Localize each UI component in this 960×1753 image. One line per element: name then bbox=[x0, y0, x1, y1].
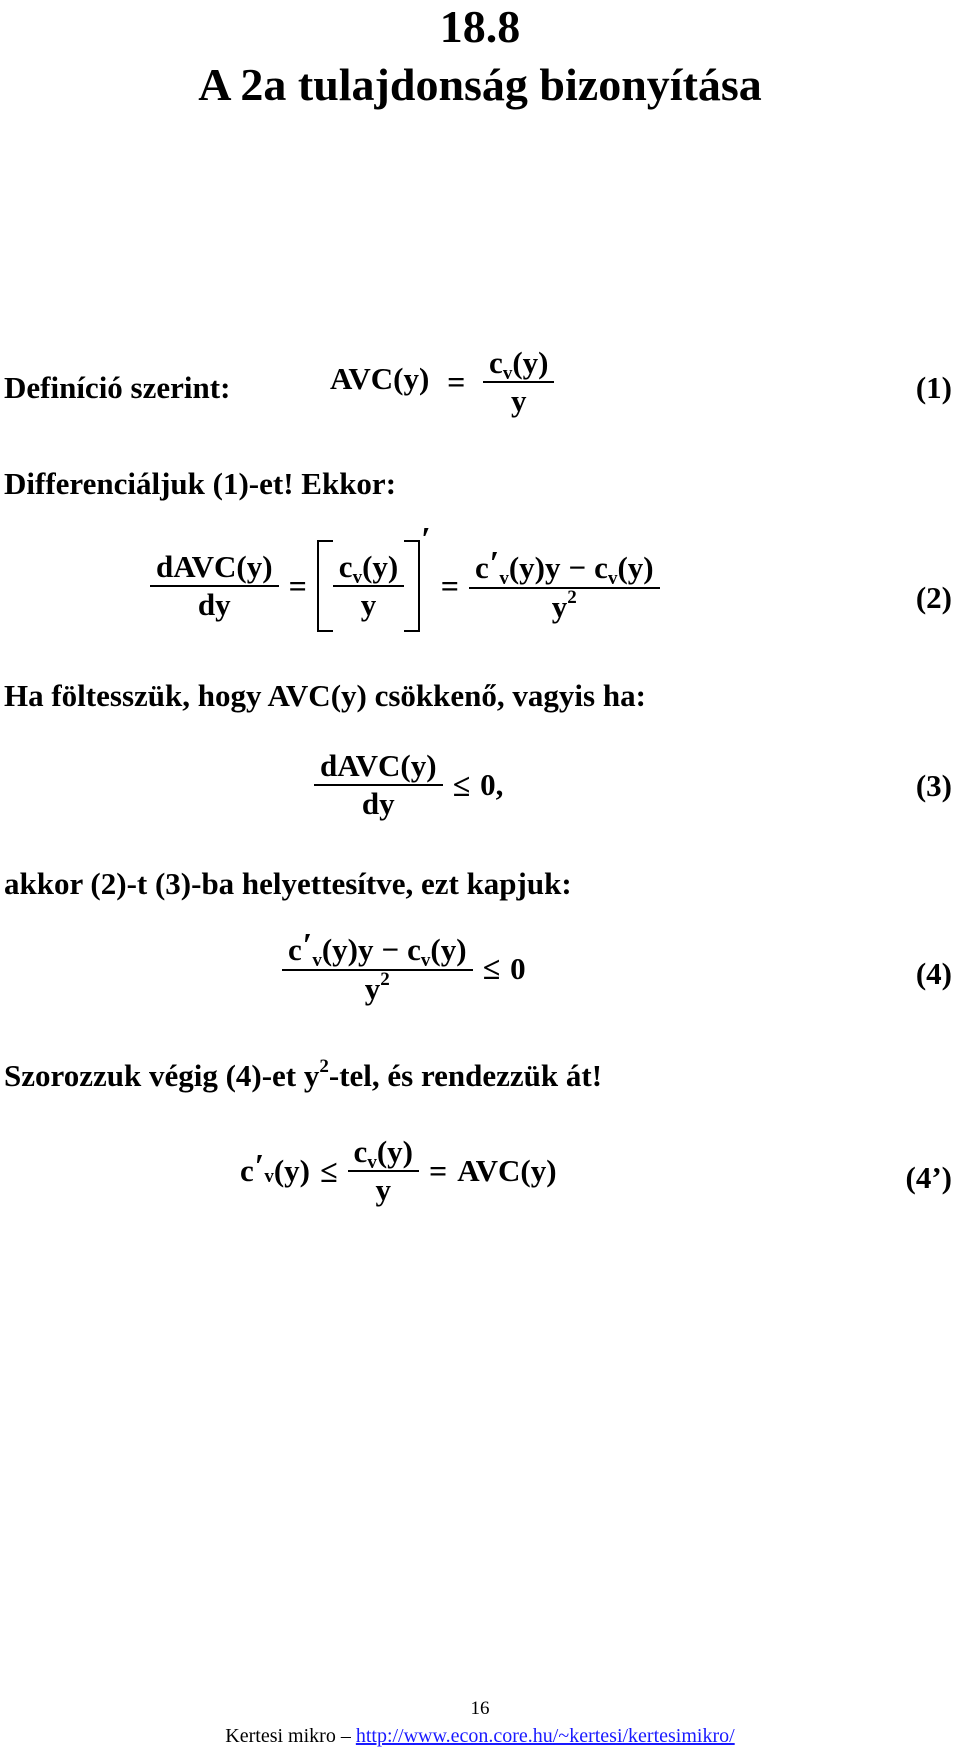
page-number: 16 bbox=[470, 1698, 490, 1719]
differentiate-text: Differenciáljuk (1)-et! Ekkor: bbox=[4, 466, 397, 501]
fraction-davc-dy: $\frac{\text{dAVC(y)}}{dy}$ bbox=[150, 549, 279, 622]
equation-number-2: (2) bbox=[915, 580, 952, 615]
footer-link[interactable]: http://www.econ.core.hu/~kertesi/kertesimikro/ bbox=[355, 1725, 735, 1747]
equation-2: $\frac{\text{dAVC(y)}}{dy}$ = $\frac{cv(y)}{y}$ ′ = $\frac{c'v(y)y - cv(y)}{y^2}$ bbox=[150, 540, 660, 632]
equation-1 bbox=[330, 345, 554, 418]
substitute-text: akkor (2)-t (3)-ba helyettesítve, ezt kapjuk: bbox=[4, 866, 572, 901]
definition-label: Definíció szerint: bbox=[4, 370, 231, 405]
equation-number-4: (4) bbox=[915, 956, 952, 991]
equation-4-prime: c ′ v (y) ≤ $\frac{cv(y)}{y}$ = AVC(y) bbox=[240, 1134, 557, 1207]
equals-sign: = bbox=[447, 363, 466, 400]
assume-text: Ha föltesszük, hogy AVC(y) csökkenő, vagyis ha: bbox=[4, 678, 646, 713]
fraction-derivative-4: $\frac{c'v(y)y - cv(y)}{y^2}$ bbox=[282, 930, 473, 1007]
equation-3: $\frac{\text{dAVC(y)}}{dy}$ ≤ 0 , bbox=[314, 748, 503, 821]
left-bracket bbox=[317, 540, 333, 632]
fraction-cv-over-y-inner: $\frac{cv(y)}{y}$ bbox=[333, 549, 404, 622]
right-bracket bbox=[404, 540, 420, 632]
section-number: 18.8 bbox=[439, 1, 521, 52]
avc-lhs: AVC(y) bbox=[330, 360, 430, 396]
equation-number-3: (3) bbox=[915, 768, 952, 803]
footer-author: Kertesi mikro – bbox=[225, 1725, 351, 1747]
equation-number-1: (1) bbox=[915, 370, 952, 405]
multiply-text: Szorozzuk végig (4)-et $y^2$-tel, és rendezzük át! bbox=[4, 1056, 603, 1093]
fraction-derivative-rhs: $\frac{c'v(y)y - cv(y)}{y^2}$ bbox=[469, 548, 660, 625]
fraction-davc-dy-3: $\frac{\text{dAVC(y)}}{dy}$ bbox=[314, 748, 443, 821]
footer bbox=[0, 1724, 960, 1748]
equation-number-4-prime: (4’) bbox=[905, 1160, 952, 1195]
section-title: A 2a tulajdonság bizonyítása bbox=[198, 59, 762, 110]
fraction-cv-over-y-4p: $\frac{cv(y)}{y}$ bbox=[348, 1134, 419, 1207]
fraction-cv-over-y: $\frac{cv(y)}{y}$ bbox=[483, 345, 554, 418]
equation-4: $\frac{c'v(y)y - cv(y)}{y^2}$ ≤ 0 bbox=[282, 930, 526, 1007]
